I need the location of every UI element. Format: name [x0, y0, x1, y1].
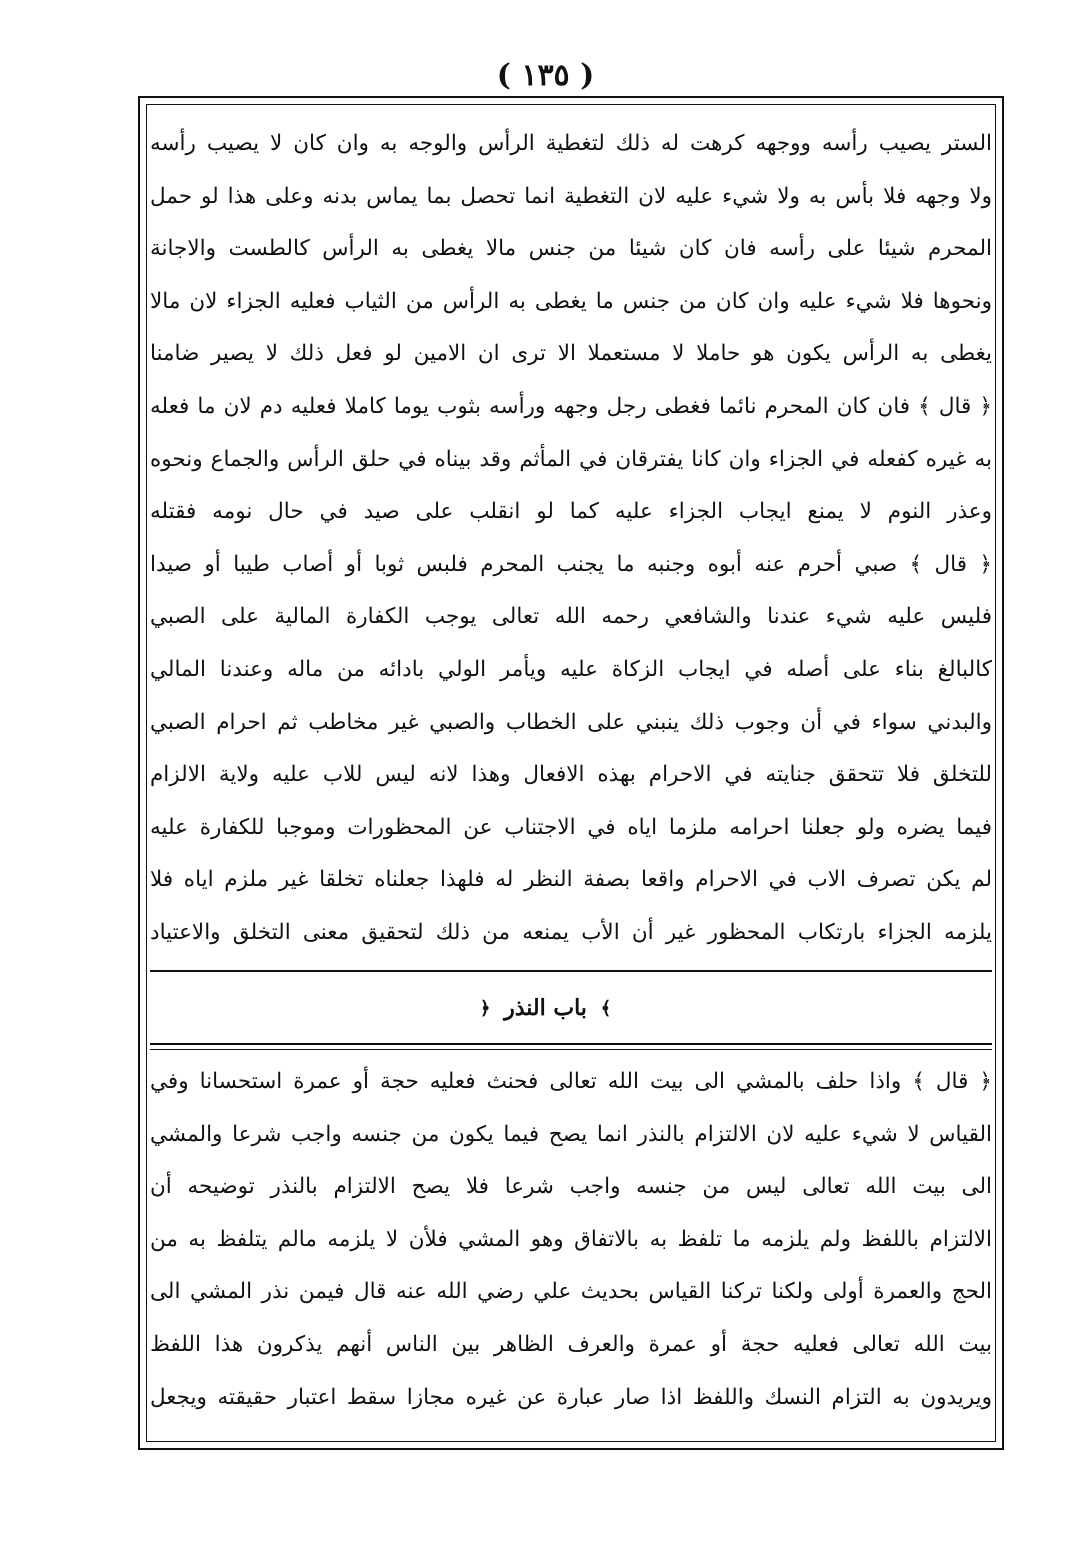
text-line: يلزمه الجزاء بارتكاب المحظور غير أن الأب يمنعه من ذلك لتحقيق معنى التخلق والاعتياد: [150, 919, 992, 945]
ornament-right-icon: ﴾: [600, 998, 612, 1019]
chapter-title: باب النذر: [504, 995, 587, 1021]
text-line: المحرم شيئا على رأسه فان كان شيئا من جنس مالا يغطى به الرأس كالطست والاجانة: [150, 236, 992, 262]
chapter-heading: [0, 988, 1091, 1029]
text-line: فيما يضره ولو جعلنا احرامه ملزما اياه في الاجتناب عن المحظورات وموجبا للكفارة عليه: [150, 814, 992, 840]
text-line: ﴿ قال ﴾ صبي أحرم عنه أبوه وجنبه ما يجنب المحرم فلبس ثوبا أو أصاب طيبا أو صيدا: [150, 551, 992, 577]
text-line: فليس عليه شيء عندنا والشافعي رحمه الله تعالى يوجب الكفارة المالية على الصبي: [150, 604, 992, 630]
text-line: ونحوها فلا شيء عليه وان كان من جنس ما يغطى به الرأس من الثياب فعليه الجزاء لان مالا: [150, 288, 992, 314]
text-line: كالبالغ بناء على أصله في ايجاب الزكاة عليه ويأمر الولي بادائه من ماله وعندنا المالي: [150, 656, 992, 682]
divider-rule: [150, 1043, 992, 1045]
text-section-bottom: [150, 1056, 992, 1424]
text-line: الستر يصيب رأسه ووجهه كرهت له ذلك لتغطية الرأس والوجه به وان كان لا يصيب رأسه: [150, 131, 992, 156]
divider-rule: [150, 1049, 992, 1050]
text-line: للتخلق فلا تتحقق جنايته في الاحرام بهذه الافعال وهذا لانه ليس للاب عليه ولاية الالزام: [150, 762, 992, 788]
text-line: ولا وجهه فلا بأس به ولا شيء عليه لان التغطية انما تحصل بما يماس بدنه وعلى هذا لو حمل: [150, 183, 992, 209]
text-line: ويريدون به التزام النسك واللفظ اذا صار عبارة عن غيره مجازا سقط اعتبار حقيقته ويجعل: [150, 1384, 992, 1410]
divider-rule: [150, 970, 992, 972]
page-number: ( ١٣٥ ): [496, 58, 595, 93]
text-line: يغطى به الرأس يكون هو حاملا لا مستعملا الا ترى ان الامين لو فعل ذلك لا يصير ضامنا: [150, 341, 992, 367]
text-line: القياس لا شيء عليه لان الالتزام بالنذر انما يصح فيما يكون من جنسه واجب شرعا والمشي: [150, 1121, 992, 1147]
text-line: به غيره كفعله في الجزاء وان كانا يفترقان في المأثم وقد بيناه في حلق الرأس والجماع ونحوه: [150, 446, 992, 472]
text-line: بيت الله تعالى فعليه حجة أو عمرة والعرف الظاهر بين الناس أنهم يذكرون هذا اللفظ: [150, 1331, 992, 1357]
text-line: الحج والعمرة أولى ولكنا تركنا القياس بحديث علي رضي الله عنه قال فيمن نذر المشي الى: [150, 1279, 992, 1305]
ornament-left-icon: ﴿: [479, 998, 491, 1019]
text-line: والبدني سواء في أن وجوب ذلك ينبني على الخطاب والصبي غير مخاطب ثم احرام الصبي: [150, 709, 992, 735]
text-section-top: [150, 118, 992, 960]
text-line: ﴿ قال ﴾ فان كان المحرم نائما فغطى رجل وجهه ورأسه بثوب يوما كاملا فعليه دم لان ما فعله: [150, 393, 992, 419]
text-line: وعذر النوم لا يمنع ايجاب الجزاء عليه كما لو انقلب على صيد في حال نومه فقتله: [150, 499, 992, 525]
text-line: لم يكن تصرف الاب في الاحرام واقعا بصفة النظر له فلهذا جعلناه تخلقا غير ملزم اياه فلا: [150, 867, 992, 893]
text-line: الالتزام باللفظ ولم يلزمه ما تلفظ به بالاتفاق وهو المشي فلأن لا يلزمه مالم يتلفظ به من: [150, 1226, 992, 1252]
text-line: الى بيت الله تعالى ليس من جنسه واجب شرعا فلا يصح الالتزام بالنذر توضيحه أن: [150, 1174, 992, 1200]
text-line: ﴿ قال ﴾ واذا حلف بالمشي الى بيت الله تعالى فحنث فعليه حجة أو عمرة استحسانا وفي: [150, 1069, 992, 1094]
